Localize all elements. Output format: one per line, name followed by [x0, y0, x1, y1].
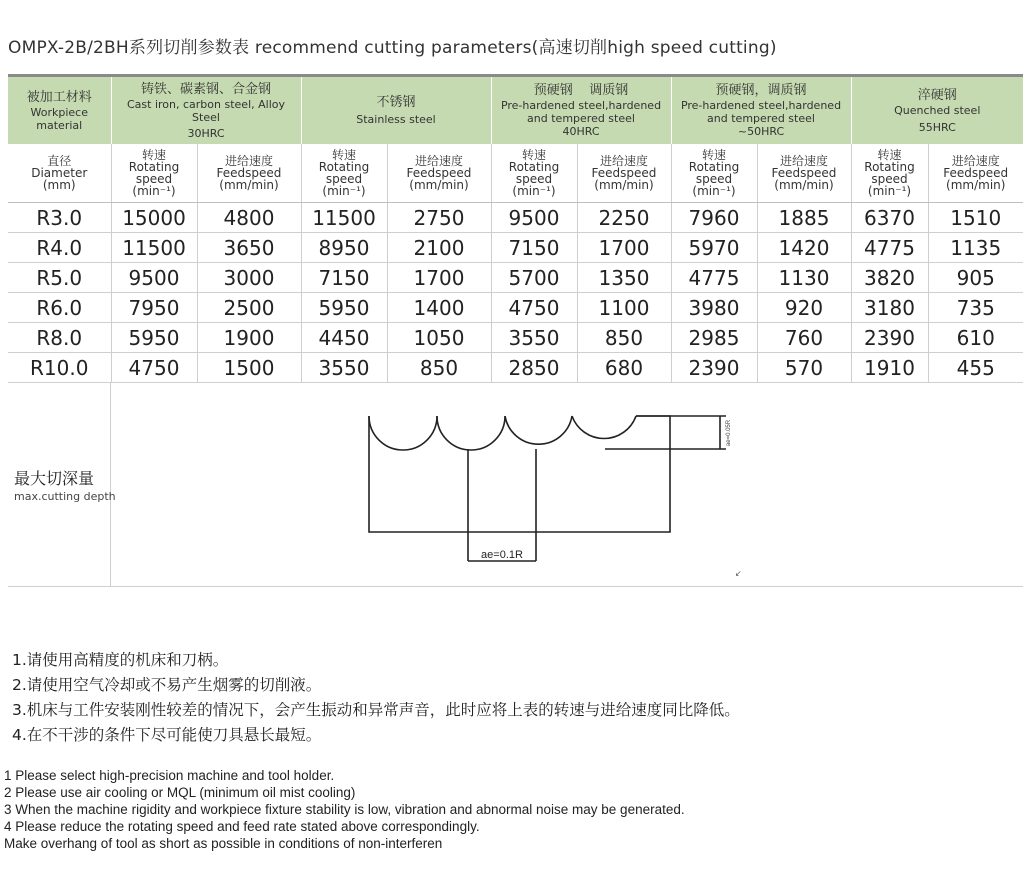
rotating-speed-cell: 9500: [111, 263, 197, 293]
page-title: OMPX-2B/2BH系列切削参数表 recommend cutting parameters(高速切削high speed cutting): [8, 38, 777, 58]
note-cn-3: 3.机床与工件安装刚性较差的情况下，会产生振动和异常声音，此时应将上表的转速与进给速度同比降低。: [12, 701, 740, 719]
feedspeed-cell: 1700: [577, 233, 671, 263]
rotating-speed-cell: 11500: [111, 233, 197, 263]
feedspeed-cell: 570: [757, 353, 851, 383]
table-row: [8, 263, 1023, 293]
rotating-speed-cell: 3180: [851, 293, 928, 323]
feedspeed-cell: 850: [577, 323, 671, 353]
feedspeed-cell: 1900: [197, 323, 301, 353]
rotating-speed-cell: 2985: [671, 323, 757, 353]
rotating-speed-cell: 7150: [491, 233, 577, 263]
workpiece-outline: [369, 416, 670, 532]
rotating-speed-cell: 7960: [671, 203, 757, 233]
feedspeed-cell: 1500: [197, 353, 301, 383]
feedspeed-cell: 3000: [197, 263, 301, 293]
rotating-speed-cell: 3550: [301, 353, 387, 383]
feedspeed-cell: 1130: [757, 263, 851, 293]
note-en-2: 2 Please use air cooling or MQL (minimum oil mist cooling): [4, 785, 356, 800]
feedspeed-cell: 455: [928, 353, 1023, 383]
material-header-quenched: 淬硬钢 Quenched steel 55HRC: [851, 77, 1023, 144]
feedspeed-cell: 2250: [577, 203, 671, 233]
feedspeed-cell: 1050: [387, 323, 491, 353]
material-header-stainless: 不锈钢 Stainless steel: [301, 77, 491, 144]
diameter-cell: R5.0: [8, 263, 111, 293]
feedspeed-header: 进给速度 Feedspeed (mm/min): [577, 144, 671, 203]
rotating-speed-cell: 5700: [491, 263, 577, 293]
rotating-speed-cell: 4775: [851, 233, 928, 263]
table-row: [8, 233, 1023, 263]
feedspeed-cell: 1350: [577, 263, 671, 293]
rotating-speed-cell: 2850: [491, 353, 577, 383]
speed-header: 转速 Rotating speed (min⁻¹): [301, 144, 387, 203]
note-en-5: Make overhang of tool as short as possible in conditions of non-interferen: [4, 836, 443, 851]
ap-dimension-label: ae=0.05R: [726, 419, 732, 447]
max-cutting-depth-label-en: max.cutting depth: [14, 490, 116, 503]
material-header-prehardened-40: 预硬钢 调质钢 Pre-hardened steel,hardened and tempered steel 40HRC: [491, 77, 671, 144]
material-header-prehardened-50: 预硬钢，调质钢 Pre-hardened steel,hardened and tempered steel ~50HRC: [671, 77, 851, 144]
feedspeed-cell: 3650: [197, 233, 301, 263]
rotating-speed-cell: 7950: [111, 293, 197, 323]
note-en-1: 1 Please select high-precision machine and tool holder.: [4, 768, 335, 783]
note-cn-1: 1.请使用高精度的机床和刀柄。: [12, 651, 229, 669]
rotating-speed-cell: 4450: [301, 323, 387, 353]
cursor-mark-icon: ↙: [735, 569, 742, 578]
rotating-speed-cell: 3980: [671, 293, 757, 323]
material-header-row: [8, 77, 1023, 144]
rotating-speed-cell: 7150: [301, 263, 387, 293]
diameter-cell: R4.0: [8, 233, 111, 263]
rotating-speed-cell: 15000: [111, 203, 197, 233]
note-cn-2: 2.请使用空气冷却或不易产生烟雾的切削液。: [12, 676, 322, 694]
rotating-speed-cell: 4750: [491, 293, 577, 323]
feedspeed-cell: 1420: [757, 233, 851, 263]
speed-header: 转速 Rotating speed (min⁻¹): [671, 144, 757, 203]
feedspeed-cell: 2500: [197, 293, 301, 323]
rotating-speed-cell: 6370: [851, 203, 928, 233]
rotating-speed-cell: 5970: [671, 233, 757, 263]
column-header-row: [8, 144, 1023, 203]
tool-pass-arc: [437, 416, 505, 450]
cutting-parameters-table: [8, 74, 1023, 383]
note-cn-4: 4.在不干涉的条件下尽可能使刀具悬长最短。: [12, 726, 322, 744]
max-cutting-depth-section: [8, 383, 1023, 587]
rotating-speed-cell: 1910: [851, 353, 928, 383]
diameter-cell: R6.0: [8, 293, 111, 323]
speed-header: 转速 Rotating speed (min⁻¹): [851, 144, 928, 203]
tool-pass-arc: [369, 416, 437, 450]
table-row: [8, 353, 1023, 383]
rotating-speed-cell: 11500: [301, 203, 387, 233]
feedspeed-cell: 610: [928, 323, 1023, 353]
rotating-speed-cell: 5950: [111, 323, 197, 353]
rotating-speed-cell: 4750: [111, 353, 197, 383]
feedspeed-cell: 680: [577, 353, 671, 383]
feedspeed-cell: 920: [757, 293, 851, 323]
table-row: [8, 293, 1023, 323]
notes-chinese: [12, 648, 740, 748]
feedspeed-cell: 1700: [387, 263, 491, 293]
table-row: [8, 203, 1023, 233]
rotating-speed-cell: 2390: [671, 353, 757, 383]
feedspeed-header: 进给速度 Feedspeed (mm/min): [928, 144, 1023, 203]
feedspeed-cell: 2100: [387, 233, 491, 263]
feedspeed-cell: 1510: [928, 203, 1023, 233]
rotating-speed-cell: 3550: [491, 323, 577, 353]
rotating-speed-cell: 2390: [851, 323, 928, 353]
speed-header: 转速 Rotating speed (min⁻¹): [111, 144, 197, 203]
feedspeed-cell: 1100: [577, 293, 671, 323]
rotating-speed-cell: 4775: [671, 263, 757, 293]
workpiece-material-header: 被加工材料 Workpiece material: [8, 77, 111, 144]
ae-dimension-label: ae=0.1R: [481, 549, 523, 561]
feedspeed-header: 进给速度 Feedspeed (mm/min): [197, 144, 301, 203]
note-en-4: 4 Please reduce the rotating speed and feed rate stated above correspondingly.: [4, 819, 480, 834]
table-row: [8, 323, 1023, 353]
feedspeed-cell: 4800: [197, 203, 301, 233]
max-cutting-depth-label-cn: 最大切深量: [14, 469, 95, 488]
feedspeed-header: 进给速度 Feedspeed (mm/min): [387, 144, 491, 203]
cutting-depth-diagram: [8, 383, 1023, 586]
note-en-3: 3 When the machine rigidity and workpiece fixture stability is low, vibration and abnormal noise may be generated.: [4, 802, 685, 817]
feedspeed-cell: 1135: [928, 233, 1023, 263]
feedspeed-cell: 735: [928, 293, 1023, 323]
feedspeed-cell: 905: [928, 263, 1023, 293]
rotating-speed-cell: 3820: [851, 263, 928, 293]
notes-english: [4, 767, 685, 852]
rotating-speed-cell: 8950: [301, 233, 387, 263]
diameter-cell: R8.0: [8, 323, 111, 353]
feedspeed-cell: 2750: [387, 203, 491, 233]
feedspeed-header: 进给速度 Feedspeed (mm/min): [757, 144, 851, 203]
rotating-speed-cell: 9500: [491, 203, 577, 233]
material-header-cast-iron: 铸铁、碳素钢、合金钢 Cast iron, carbon steel, Alloy Steel 30HRC: [111, 77, 301, 144]
rotating-speed-cell: 5950: [301, 293, 387, 323]
diameter-cell: R10.0: [8, 353, 111, 383]
diameter-header: 直径 Diameter (mm): [8, 144, 111, 203]
speed-header: 转速 Rotating speed (min⁻¹): [491, 144, 577, 203]
feedspeed-cell: 850: [387, 353, 491, 383]
diameter-cell: R3.0: [8, 203, 111, 233]
feedspeed-cell: 1885: [757, 203, 851, 233]
feedspeed-cell: 1400: [387, 293, 491, 323]
feedspeed-cell: 760: [757, 323, 851, 353]
tool-pass-arc: [505, 416, 572, 444]
tool-pass-arc: [572, 416, 636, 439]
